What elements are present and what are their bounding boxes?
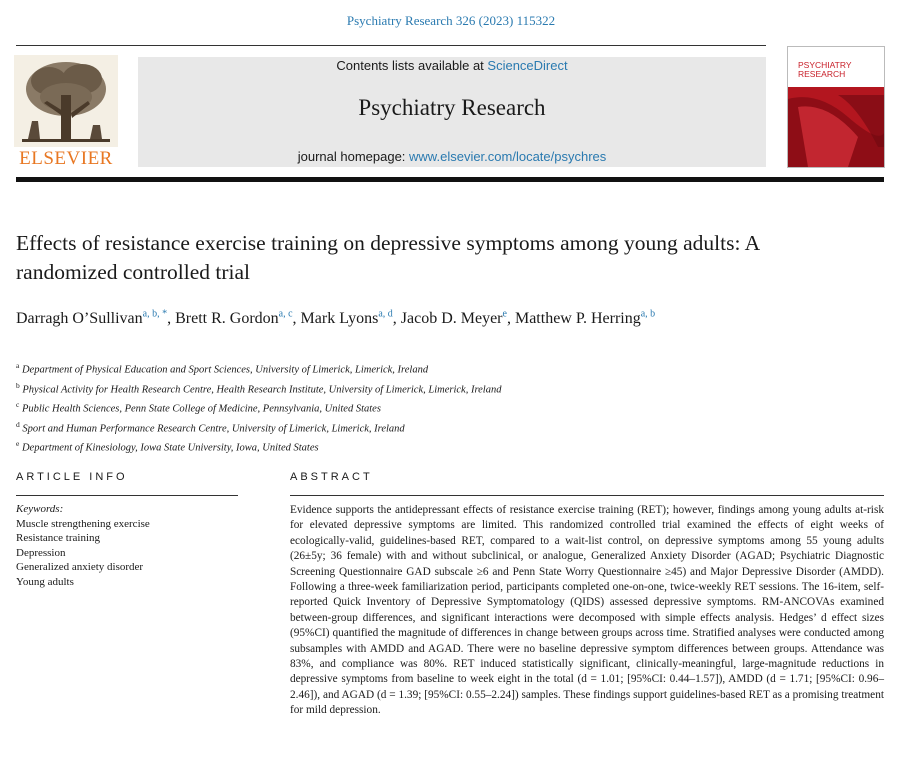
keyword-item[interactable]: Young adults — [16, 575, 74, 588]
author-affiliation-marks[interactable]: a, d — [378, 309, 393, 320]
affiliation-item — [16, 417, 816, 437]
affiliation-text: Department of Kinesiology, Iowa State University, Iowa, United States — [21, 442, 319, 454]
header-divider — [16, 45, 766, 46]
author-name[interactable]: Darragh O’Sullivan — [16, 310, 143, 328]
author-name[interactable]: Brett R. Gordon — [175, 310, 279, 328]
affiliation-list — [16, 358, 816, 456]
affiliation-text: Sport and Human Performance Research Centre, University of Limerick, Limerick, Ireland — [22, 423, 405, 434]
elsevier-wordmark[interactable]: ELSEVIER — [19, 148, 113, 169]
keyword-item[interactable]: Resistance training — [16, 532, 101, 544]
author-separator: , — [167, 310, 176, 328]
author-name[interactable]: Mark Lyons — [300, 310, 379, 328]
author-name[interactable]: Matthew P. Herring — [514, 310, 641, 328]
masthead-thick-divider — [16, 177, 884, 182]
affiliation-text: Department of Physical Education and Sport Sciences, University of Limerick, Limerick, Ireland — [21, 364, 429, 376]
sciencedirect-link[interactable]: ScienceDirect — [487, 58, 568, 73]
author-item[interactable] — [175, 310, 300, 327]
author-affiliation-marks[interactable]: e — [502, 309, 507, 320]
cover-artwork — [788, 47, 884, 167]
keyword-item[interactable]: Depression — [16, 546, 66, 559]
journal-homepage-line — [138, 149, 766, 164]
journal-masthead — [138, 57, 766, 167]
journal-name: Psychiatry Research — [358, 95, 546, 120]
journal-homepage-link[interactable]: www.elsevier.com/locate/psychres — [409, 149, 607, 164]
affiliation-text: Physical Activity for Health Research Centre, Health Research Institute, University of Limerick, Limerick, Ireland — [22, 384, 502, 395]
affiliation-mark: a — [16, 361, 20, 370]
keywords-label: Keywords: — [16, 503, 64, 515]
author-separator: , — [506, 310, 515, 328]
keyword-item[interactable]: Generalized anxiety disorder — [16, 561, 144, 573]
abstract-heading: ABSTRACT — [290, 471, 373, 483]
contents-prefix: Contents lists available at — [336, 58, 488, 73]
homepage-prefix: journal homepage: — [297, 149, 410, 164]
author-item[interactable] — [515, 310, 655, 327]
author-affiliation-marks[interactable]: a, b, * — [142, 309, 168, 320]
abstract-text: Evidence supports the antidepressant effects of resistance exercise training (RET); however, findings among young adults at-risk for elevated depressive symptoms are limited. This randomized controlled trial examined the effects of eight weeks of ecologically-valid, guidelines-based RET, compared to a wait-list control, on depressive symptoms among 55 young adults (26±5y; 36 female) with and without subclinical, or analogue, Generalized Anxiety Disorder (AGAD; Psychiatric Diagnostic Screening Questionnaire GAD subscale ≥6 and Penn State Worry Questionnaire ≥45) and Major Depressive Disorder (AMDD). Following a three-week familiarization period, participants completed one-on-one, twice-weekly RET sessions. The 16-item, self-reported Quick Inventory of Depressive Symptomatology (QIDS) assessed depressive symptoms. RM-ANCOVAs examined between-group differences, and significant interactions were decomposed with simple effects analysis. Hedges’ d effect sizes (95%CI) quantified the magnitude of differences in change between groups across time. Stratified analyses were conducted among subsamples with AMDD and AGAD. There were no baseline depressive symptom differences between groups. Attendance was 83%, and compliance was 80%. RET induced statistically significant, clinically-meaningful, large-magnitude reductions in depressive symptoms from baseline to week eight in the total (d = 1.01; [95%CI: 0.44–1.57]), AMDD (d = 1.71; [95%CI: 0.96–2.46]), and AGAD (d = 1.39; [95%CI: 0.55–2.24]) samples. These findings support guidelines-based RET as a promising treatment for mild depression. — [290, 504, 884, 717]
author-item[interactable] — [301, 310, 401, 327]
author-list — [16, 303, 736, 330]
article-title: Effects of resistance exercise training on depressive symptoms among young adults: A randomized controlled trial — [16, 231, 759, 284]
author-separator: , — [392, 310, 401, 328]
affiliation-item — [16, 397, 816, 417]
affiliation-mark: c — [16, 400, 20, 409]
keywords-block — [16, 502, 236, 589]
affiliation-mark: d — [16, 419, 20, 429]
author-name[interactable]: Jacob D. Meyer — [400, 310, 503, 328]
abstract-divider — [290, 495, 884, 496]
affiliation-mark: b — [16, 380, 20, 390]
author-affiliation-marks[interactable]: a, b — [640, 309, 656, 320]
journal-cover-thumbnail[interactable] — [787, 46, 885, 168]
affiliation-mark: e — [16, 439, 20, 448]
author-item[interactable] — [16, 310, 175, 327]
author-separator: , — [292, 310, 301, 328]
author-item[interactable] — [401, 310, 515, 327]
contents-available-line — [138, 58, 766, 73]
affiliation-text: Public Health Sciences, Penn State College of Medicine, Pennsylvania, United States — [21, 403, 381, 415]
article-info-divider — [16, 495, 238, 496]
keyword-item[interactable]: Muscle strengthening exercise — [16, 517, 150, 530]
affiliation-item — [16, 378, 816, 398]
article-info-heading: ARTICLE INFO — [16, 471, 128, 483]
affiliation-item — [16, 358, 816, 378]
author-affiliation-marks[interactable]: a, c — [278, 309, 293, 320]
affiliation-item — [16, 436, 816, 456]
journal-citation[interactable]: Psychiatry Research 326 (2023) 115322 — [346, 13, 556, 28]
cover-title-line2: RESEARCH — [798, 69, 846, 79]
cover-title-line1: PSYCHIATRY — [798, 60, 852, 70]
